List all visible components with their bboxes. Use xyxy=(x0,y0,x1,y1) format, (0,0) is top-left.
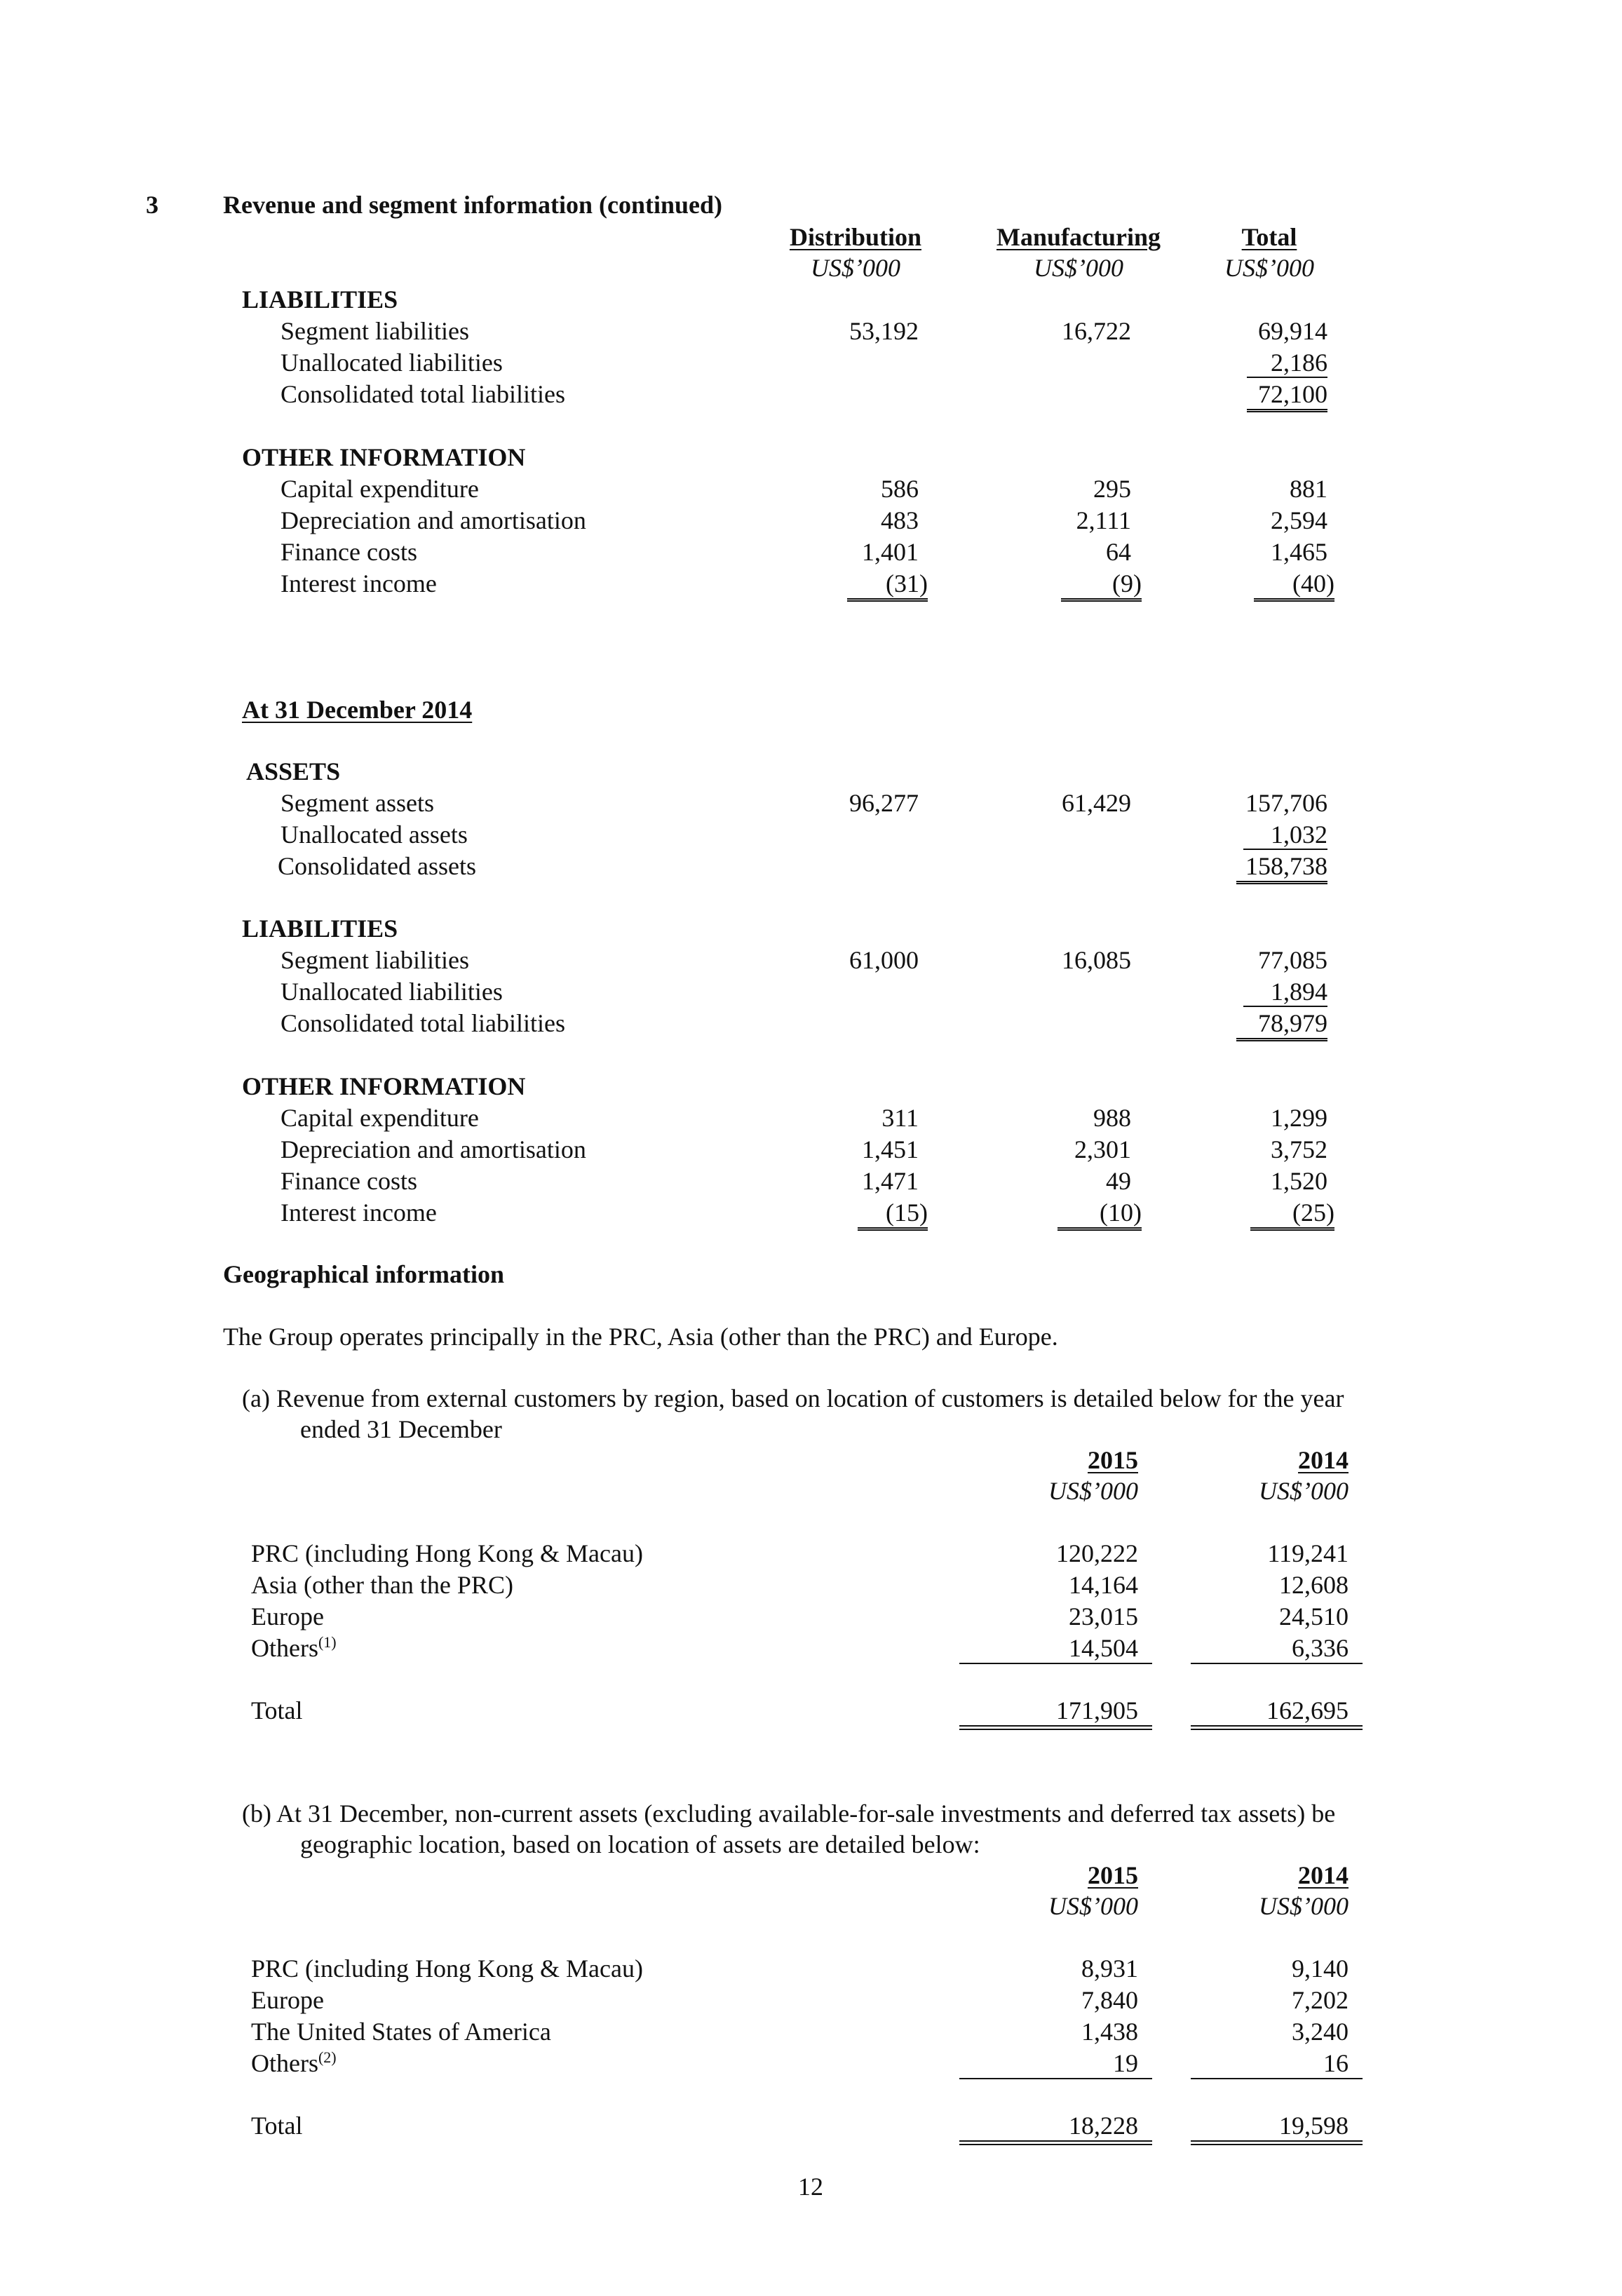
row-label: Depreciation and amortisation xyxy=(281,506,586,534)
value-cell: 1,520 xyxy=(1271,1167,1327,1195)
value-cell: 7,202 xyxy=(1292,1986,1349,2014)
column-unit: US$’000 xyxy=(1048,1892,1138,1920)
footnote-marker: (1) xyxy=(318,1633,337,1651)
value-cell: 6,336 xyxy=(1292,1634,1349,1662)
value-cell: 77,085 xyxy=(1258,946,1327,974)
value-cell-total: (25) xyxy=(1250,1200,1334,1231)
total-double-rule xyxy=(959,1725,1152,1730)
value-cell: 483 xyxy=(881,506,919,534)
revenue-paragraph-line: (a) Revenue from external customers by region, based on location of customers is detailed below for the year xyxy=(242,1384,1344,1412)
value-cell: 586 xyxy=(881,475,919,503)
total-value: 18,228 xyxy=(1069,2112,1138,2140)
page-number: 12 xyxy=(798,2173,823,2201)
row-label: Segment liabilities xyxy=(281,317,469,345)
subtotal-rule xyxy=(959,1663,1152,1664)
value-cell: 2,301 xyxy=(1074,1135,1131,1163)
section-title: Revenue and segment information (continued) xyxy=(223,191,722,219)
value-cell: 23,015 xyxy=(1069,1602,1138,1630)
value-cell: 119,241 xyxy=(1267,1539,1349,1567)
region-label: Europe xyxy=(251,1602,324,1630)
value-cell: 12,608 xyxy=(1279,1571,1349,1599)
value-cell: 53,192 xyxy=(849,317,919,345)
row-label: Finance costs xyxy=(281,1167,417,1195)
value-cell: 24,510 xyxy=(1279,1602,1349,1630)
value-cell: 61,429 xyxy=(1062,789,1131,817)
value-cell: 295 xyxy=(1093,475,1131,503)
noncurrent-paragraph-line: geographic location, based on location of assets are detailed below: xyxy=(300,1830,980,1858)
value-cell: 9,140 xyxy=(1292,1954,1349,1983)
total-label: Total xyxy=(251,2112,303,2140)
section-heading: OTHER INFORMATION xyxy=(242,1072,526,1100)
value-cell: 16,085 xyxy=(1062,946,1131,974)
value-cell: 881 xyxy=(1290,475,1327,503)
value-cell: 1,438 xyxy=(1081,2018,1138,2046)
value-cell-total: (15) xyxy=(858,1200,928,1231)
value-cell: 1,465 xyxy=(1271,538,1327,566)
total-double-rule xyxy=(959,2140,1152,2145)
column-unit: US$’000 xyxy=(1048,1477,1138,1505)
row-label: Finance costs xyxy=(281,538,417,566)
value-cell: 7,840 xyxy=(1081,1986,1138,2014)
row-label: Consolidated total liabilities xyxy=(281,1009,565,1037)
value-cell: 64 xyxy=(1106,538,1131,566)
value-cell: 3,240 xyxy=(1292,2018,1349,2046)
value-cell-total: 78,979 xyxy=(1236,1011,1327,1041)
value-cell: 1,451 xyxy=(862,1135,919,1163)
value-cell: 1,299 xyxy=(1271,1104,1327,1132)
column-header-manufacturing: Manufacturing xyxy=(996,223,1161,251)
region-label: Europe xyxy=(251,1986,324,2014)
total-double-rule xyxy=(1191,2140,1363,2145)
region-label: Asia (other than the PRC) xyxy=(251,1571,513,1599)
value-cell: 16,722 xyxy=(1062,317,1131,345)
row-label: Segment assets xyxy=(281,789,434,817)
value-cell-total: (10) xyxy=(1057,1200,1142,1231)
revenue-paragraph-line: ended 31 December xyxy=(300,1415,502,1443)
column-header-distribution: Distribution xyxy=(789,223,922,251)
value-cell: 120,222 xyxy=(1056,1539,1138,1567)
value-cell: 3,752 xyxy=(1271,1135,1327,1163)
value-cell: 1,032 xyxy=(1243,822,1327,850)
column-unit: US$’000 xyxy=(1259,1477,1349,1505)
column-unit: US$’000 xyxy=(811,254,900,282)
total-value: 171,905 xyxy=(1056,1696,1138,1724)
value-cell: 61,000 xyxy=(849,946,919,974)
region-label-text: Others xyxy=(251,2049,318,2077)
region-label xyxy=(251,1635,337,1661)
value-cell: 14,164 xyxy=(1069,1571,1138,1599)
value-cell: 2,186 xyxy=(1247,350,1327,378)
total-double-rule xyxy=(1191,1725,1363,1730)
value-cell: 49 xyxy=(1106,1167,1131,1195)
subtotal-rule xyxy=(959,2078,1152,2079)
total-label: Total xyxy=(251,1696,303,1724)
section-heading: OTHER INFORMATION xyxy=(242,443,526,471)
row-label: Unallocated liabilities xyxy=(281,978,503,1006)
column-header-total: Total xyxy=(1241,223,1297,251)
row-label: Depreciation and amortisation xyxy=(281,1135,586,1163)
row-label: Consolidated total liabilities xyxy=(281,380,565,408)
column-unit: US$’000 xyxy=(1259,1892,1349,1920)
region-label xyxy=(251,2048,337,2077)
row-label: Unallocated liabilities xyxy=(281,349,503,377)
value-cell-total: (9) xyxy=(1061,571,1142,602)
year-header-2015: 2015 xyxy=(1088,1446,1138,1474)
section-heading: LIABILITIES xyxy=(242,914,398,943)
total-value: 19,598 xyxy=(1279,2112,1349,2140)
column-unit: US$’000 xyxy=(1224,254,1314,282)
value-cell: 16 xyxy=(1323,2049,1349,2077)
row-label: Capital expenditure xyxy=(281,475,479,503)
year-header-2014: 2014 xyxy=(1298,1861,1349,1889)
footnote-marker: (2) xyxy=(318,2048,337,2066)
total-value: 162,695 xyxy=(1266,1696,1349,1724)
region-label: PRC (including Hong Kong & Macau) xyxy=(251,1954,643,1983)
row-label: Interest income xyxy=(281,1198,437,1227)
subtotal-rule xyxy=(1191,1663,1363,1664)
region-label: The United States of America xyxy=(251,2018,551,2046)
column-unit: US$’000 xyxy=(1034,254,1123,282)
geo-heading: Geographical information xyxy=(223,1260,504,1288)
value-cell: 14,504 xyxy=(1069,1634,1138,1662)
row-label: Segment liabilities xyxy=(281,946,469,974)
section-heading: ASSETS xyxy=(246,757,341,785)
row-label: Unallocated assets xyxy=(281,821,468,849)
value-cell: 2,111 xyxy=(1076,506,1131,534)
value-cell: 157,706 xyxy=(1245,789,1327,817)
region-label-text: Others xyxy=(251,1634,318,1662)
year-header-2014: 2014 xyxy=(1298,1446,1349,1474)
value-cell-total: (31) xyxy=(847,571,928,602)
region-label: PRC (including Hong Kong & Macau) xyxy=(251,1539,643,1567)
period-heading: At 31 December 2014 xyxy=(242,696,473,724)
subtotal-rule xyxy=(1191,2078,1363,2079)
geo-intro: The Group operates principally in the PRC, Asia (other than the PRC) and Europe. xyxy=(223,1323,1058,1351)
value-cell-total: (40) xyxy=(1254,571,1334,602)
year-header-2015: 2015 xyxy=(1088,1861,1138,1889)
value-cell: 69,914 xyxy=(1258,317,1327,345)
value-cell: 96,277 xyxy=(849,789,919,817)
row-label: Consolidated assets xyxy=(278,852,476,880)
row-label: Capital expenditure xyxy=(281,1104,479,1132)
value-cell: 8,931 xyxy=(1081,1954,1138,1983)
section-number: 3 xyxy=(146,191,158,219)
value-cell: 1,894 xyxy=(1243,979,1327,1007)
value-cell: 988 xyxy=(1093,1104,1131,1132)
value-cell: 1,401 xyxy=(862,538,919,566)
value-cell: 311 xyxy=(881,1104,919,1132)
value-cell-total: 158,738 xyxy=(1236,853,1327,884)
noncurrent-paragraph-line: (b) At 31 December, non-current assets (excluding available-for-sale investments and deferred tax assets) be xyxy=(242,1799,1336,1828)
value-cell-total: 72,100 xyxy=(1247,381,1327,412)
section-heading: LIABILITIES xyxy=(242,285,398,313)
row-label: Interest income xyxy=(281,569,437,597)
value-cell: 19 xyxy=(1113,2049,1138,2077)
value-cell: 1,471 xyxy=(862,1167,919,1195)
value-cell: 2,594 xyxy=(1271,506,1327,534)
